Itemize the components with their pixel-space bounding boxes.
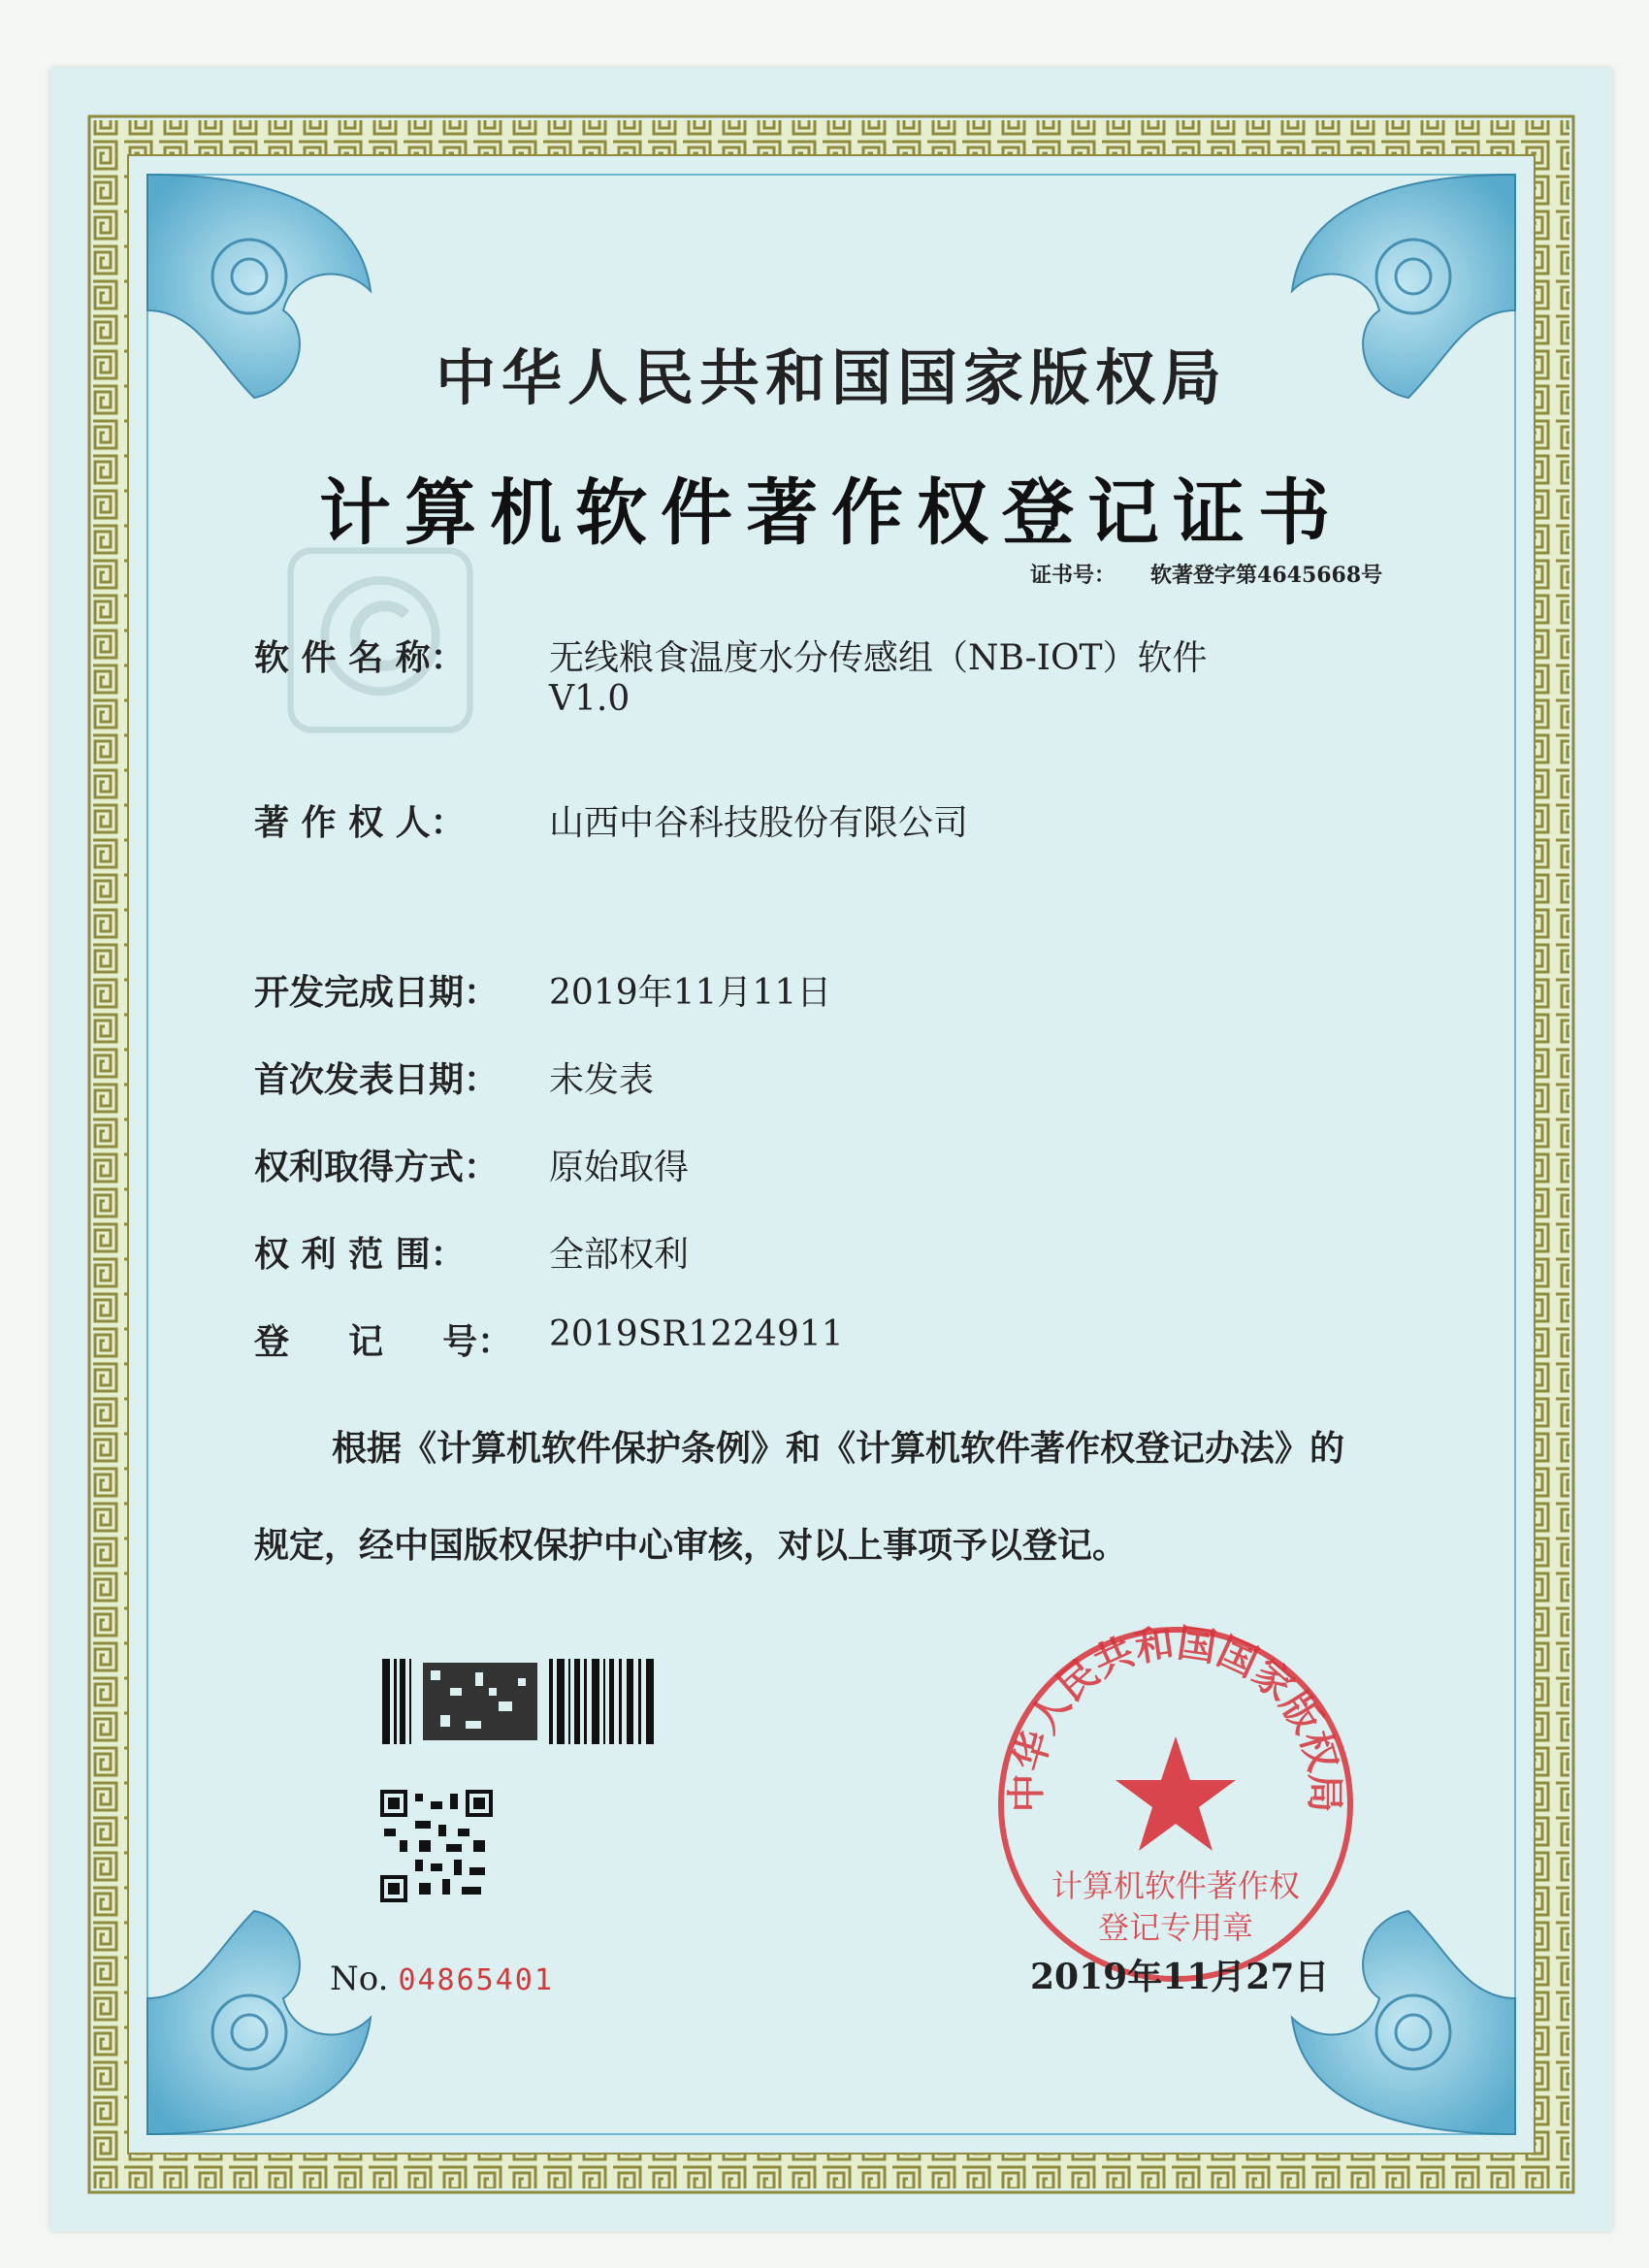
certificate-title: 计算机软件著作权登记证书 xyxy=(319,471,1343,555)
certificate-number xyxy=(1030,559,1382,589)
serial-number-label: No. xyxy=(330,1960,389,1998)
certificate-number-value: 软著登字第4645668号 xyxy=(1150,563,1383,588)
field-value-registration-no: 2019SR1224911 xyxy=(549,1314,844,1354)
field-value-completion-date: 2019年11月11日 xyxy=(549,973,832,1013)
field-value-software-name: 无线粮食温度水分传感组（NB-IOT）软件 xyxy=(549,638,1208,678)
serial-number-value: 04865401 xyxy=(398,1963,554,1997)
authority-heading: 中华人民共和国国家版权局 xyxy=(435,342,1227,413)
field-label-software-name: 软 件 名 称： xyxy=(254,637,466,678)
field-label-publish-date: 首次发表日期： xyxy=(254,1059,500,1100)
field-label-copyright-owner: 著 作 权 人： xyxy=(254,802,466,843)
field-value-copyright-owner: 山西中谷科技股份有限公司 xyxy=(549,803,969,843)
statement-line-2: 规定，经中国版权保护中心审核，对以上事项予以登记。 xyxy=(254,1525,1128,1566)
field-label-completion-date: 开发完成日期： xyxy=(254,972,500,1013)
seal-line-2: 登记专用章 xyxy=(1097,1910,1254,1945)
issue-date: 2019年11月27日 xyxy=(1030,1957,1330,1997)
field-value-scope: 全部权利 xyxy=(549,1235,690,1275)
field-label-acquisition: 权利取得方式： xyxy=(254,1147,500,1187)
official-seal-icon xyxy=(991,1620,1360,1989)
certificate xyxy=(50,68,1612,2231)
seal-line-1: 计算机软件著作权 xyxy=(1051,1868,1301,1903)
certificate-number-label: 证书号： xyxy=(1030,563,1116,588)
field-label-scope: 权 利 范 围： xyxy=(254,1234,466,1275)
barcode-icon xyxy=(382,1659,654,1744)
seal-ring-text: 中华人民共和国国家版权局 xyxy=(1004,1620,1347,1813)
field-value-acquisition: 原始取得 xyxy=(549,1148,690,1187)
field-label-registration-no: 登 记 号： xyxy=(254,1321,513,1362)
qr-code-icon xyxy=(380,1790,493,1902)
serial-number xyxy=(330,1960,554,1998)
field-value-software-version: V1.0 xyxy=(549,679,630,719)
field-value-publish-date: 未发表 xyxy=(549,1060,655,1100)
statement-line-1: 根据《计算机软件保护条例》和《计算机软件著作权登记办法》的 xyxy=(332,1428,1345,1469)
